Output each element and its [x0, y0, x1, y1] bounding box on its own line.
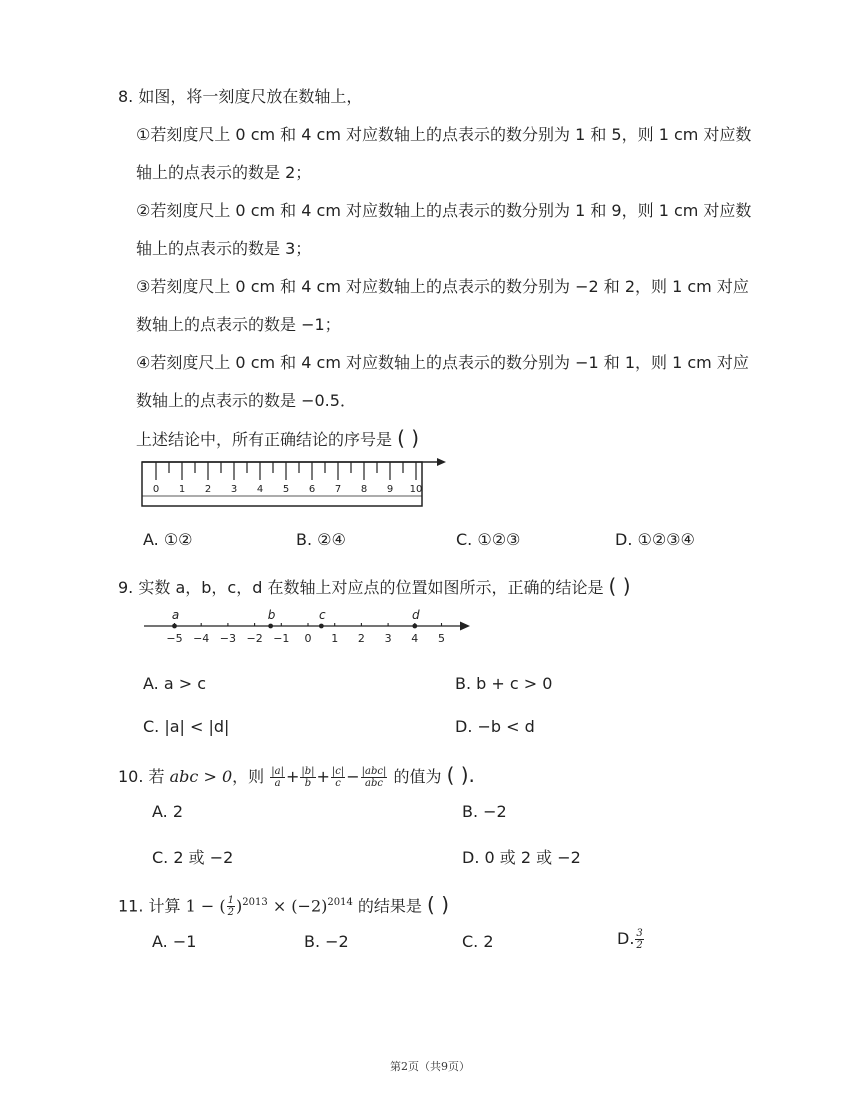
q10-then: ，则	[232, 767, 265, 786]
q9-stem: 9. 实数 a，b，c，d 在数轴上对应点的位置如图所示，正确的结论是	[118, 578, 604, 597]
q9-option-c: C. |a| < |d|	[143, 717, 230, 736]
q8-statement-4a: ④若刻度尺上 0 cm 和 4 cm 对应数轴上的点表示的数分别为 −1 和 1，则 1 cm 对应	[136, 353, 749, 372]
q11-option-c: C. 2	[462, 932, 494, 951]
q8-option-d: D. ①②③④	[615, 530, 695, 549]
ruler-label: 3	[230, 484, 238, 495]
number-line-tick-label: −3	[219, 632, 237, 645]
q8-statement-3a: ③若刻度尺上 0 cm 和 4 cm 对应数轴上的点表示的数分别为 −2 和 2，则 1 cm 对应	[136, 277, 749, 296]
number-line-point-label: d	[411, 608, 420, 622]
number-line-tick-label: 3	[384, 632, 392, 645]
ruler-label: 2	[204, 484, 212, 495]
ruler-figure	[140, 458, 450, 510]
ruler-label: 8	[360, 484, 368, 495]
q10-suffix: 的值为	[393, 767, 442, 786]
q10-fraction-abc: $\frac{\text{|abc|}}{\text{abc}}$	[361, 766, 387, 789]
q11-option-a: A. −1	[152, 932, 197, 951]
number-line-point-b	[268, 624, 273, 629]
number-line-tick-label: −5	[166, 632, 183, 645]
q10-fraction-c: $\frac{|c|}{c}$	[331, 766, 345, 789]
ruler-label: 7	[334, 484, 342, 495]
q10-prefix: 10. 若	[118, 767, 165, 786]
q8-option-b: B. ②④	[296, 530, 346, 549]
q11-expr-start: 1 − (	[185, 896, 226, 916]
q11-exponent-1: 2013	[242, 897, 268, 908]
q8-statement-1a: ①若刻度尺上 0 cm 和 4 cm 对应数轴上的点表示的数分别为 1 和 5，则 1 cm 对应数	[136, 125, 752, 144]
q9-option-d: D. −b < d	[455, 717, 535, 736]
q8-statement-1b: 轴上的点表示的数是 2；	[136, 163, 312, 182]
q10-condition: abc > 0	[169, 767, 233, 786]
q8-option-c: C. ①②③	[456, 530, 521, 549]
q8-option-a: A. ①②	[143, 530, 193, 549]
number-line-figure	[140, 606, 480, 648]
q9-option-b: B. b + c > 0	[455, 674, 553, 693]
ruler-label: 1	[178, 484, 186, 495]
number-line-tick-label: −1	[273, 632, 290, 645]
q11-option-d-letter: D.	[617, 929, 635, 948]
number-line-point-c	[319, 624, 324, 629]
number-line-tick-label: 0	[304, 632, 312, 645]
q11-answer-paren: ( )	[427, 892, 449, 917]
q9-answer-paren: ( )	[608, 574, 631, 598]
q9-option-a: A. a > c	[143, 674, 207, 693]
q10-option-b: B. −2	[462, 802, 507, 821]
q8-statement-2a: ②若刻度尺上 0 cm 和 4 cm 对应数轴上的点表示的数分别为 1 和 9，则 1 cm 对应数	[136, 201, 752, 220]
ruler-label: 4	[256, 484, 264, 495]
q8-statement-2b: 轴上的点表示的数是 3；	[136, 239, 312, 258]
ruler-label: 9	[386, 484, 394, 495]
q11-option-b: B. −2	[304, 932, 349, 951]
number-line-point-a	[172, 624, 177, 629]
q10-fraction-a: $\frac{|a|}{a}$	[271, 766, 284, 789]
ruler-axis-arrow	[437, 458, 446, 466]
q11-prefix: 11. 计算	[118, 896, 181, 916]
number-line-tick-label: −2	[246, 632, 263, 645]
q10-fraction-b: $\frac{|b|}{b}$	[301, 766, 315, 789]
number-line-tick-label: 5	[438, 632, 445, 645]
page-footer: 第2页（共9页）	[390, 1060, 470, 1073]
q9-question	[118, 574, 631, 598]
number-line-tick-label: 2	[357, 632, 365, 645]
ruler-label: 6	[308, 484, 316, 495]
q8-ask: 上述结论中，所有正确结论的序号是	[136, 430, 393, 449]
number-line-tick-label: 4	[411, 632, 419, 645]
q10-option-c: C. 2 或 −2	[152, 848, 234, 867]
number-line-point-label: b	[267, 608, 276, 622]
q11-expr-close: )	[236, 896, 243, 916]
q11-expr-multiply: × (−2)	[272, 896, 328, 916]
number-line-tick-label: 1	[331, 632, 339, 645]
q11-suffix: 的结果是	[357, 896, 422, 916]
ruler-label: 0	[152, 484, 160, 495]
number-line-point-label: c	[319, 608, 326, 622]
q11-question	[118, 888, 449, 921]
q11-option-d	[617, 928, 645, 951]
ruler-label: 5	[282, 484, 290, 495]
q11-exponent-2: 2014	[327, 897, 353, 908]
q10-option-d: D. 0 或 2 或 −2	[462, 848, 581, 867]
q10-question: 10. 若 abc > 0，则 $\frac{|a|}{a}$ + $\frac{|b|}{b}$ + $\frac{|c|}{c}$ − $\frac{\text{|abc|}}{\text{abc}}$ 的值为 ( ).	[118, 763, 475, 789]
q10-answer-paren: ( ).	[446, 763, 475, 787]
number-line-tick-label: −4	[193, 632, 210, 645]
number-line-point-label: a	[171, 608, 180, 622]
q8-statement-4b: 数轴上的点表示的数是 −0.5．	[136, 391, 356, 410]
q8-stem: 8. 如图，将一刻度尺放在数轴上，	[118, 87, 363, 106]
q10-option-a: A. 2	[152, 802, 184, 821]
q8-statement-3b: 数轴上的点表示的数是 −1；	[136, 315, 341, 334]
number-line-arrow	[460, 622, 470, 631]
ruler-label: 10	[409, 484, 423, 495]
number-line-point-d	[412, 624, 417, 629]
q8-question	[136, 426, 419, 450]
q8-answer-paren: ( )	[397, 426, 420, 450]
q11-half-fraction: $\frac{1}{2}$	[227, 895, 235, 919]
q11-option-d-fraction: $\frac{3}{2}$	[636, 928, 643, 951]
